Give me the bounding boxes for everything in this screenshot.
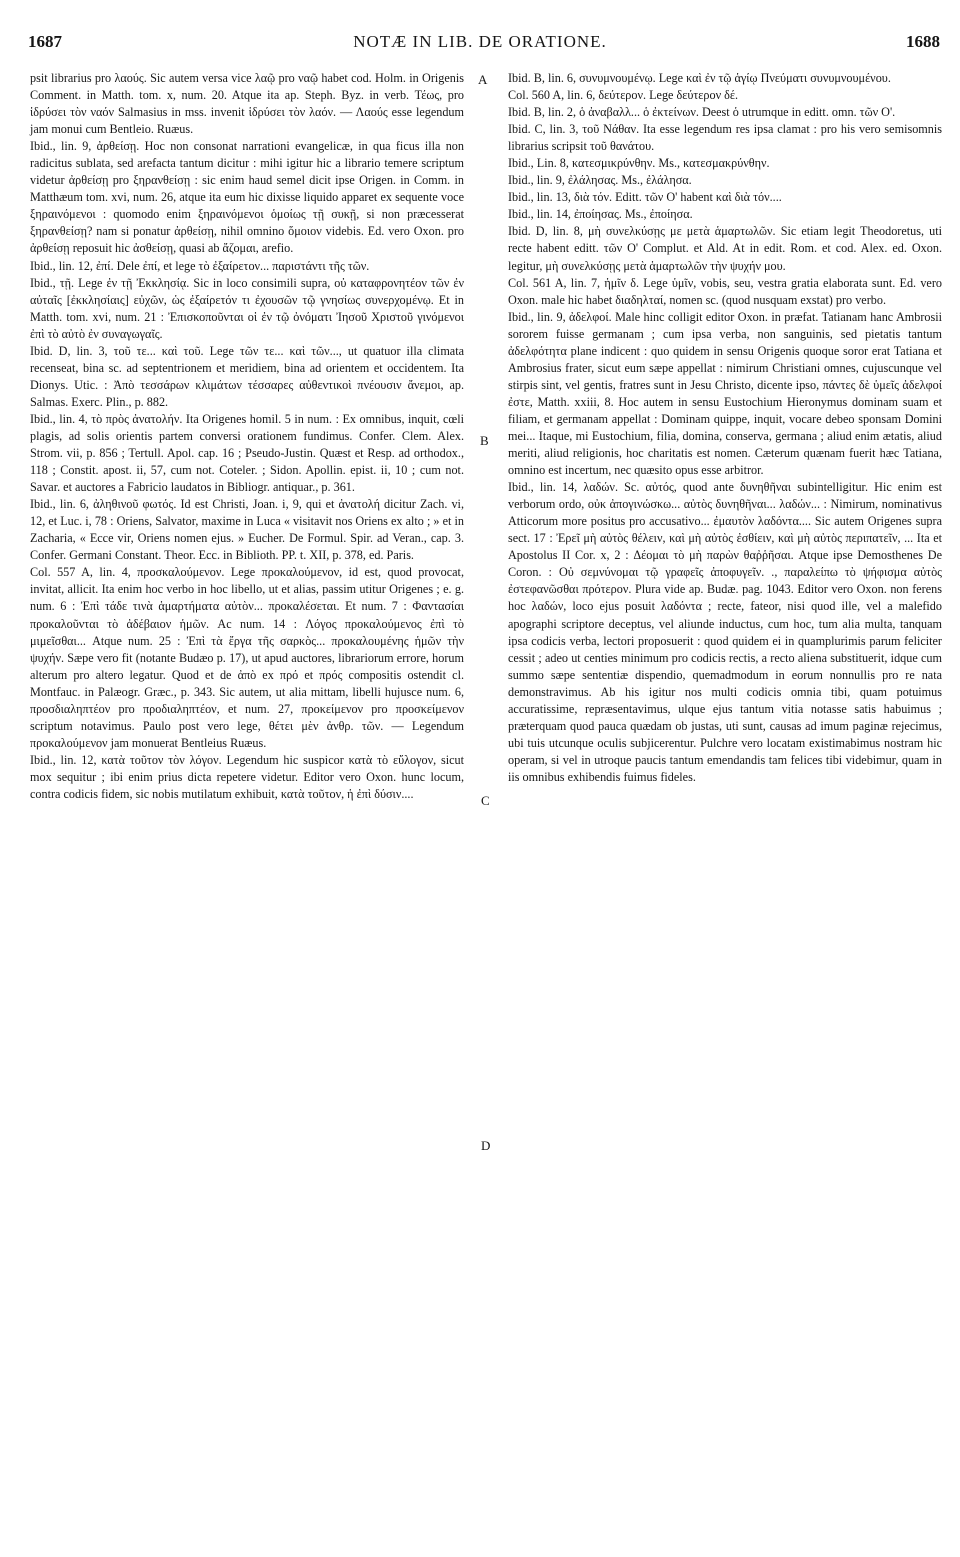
- note-paragraph: Ibid., lin. 12, κατὰ τοῦτον τὸν λόγον. Legendum hic suspicor κατὰ τὸ εὔλογον, sicut mox sequitur ; ibi enim prius dicta repetere videtur. Editor vero Oxon. hunc locum, contra codicis fidem, sic nobis mutilatum exhibuit, κατὰ τοῦτον, ἡ ἐπὶ δύσιν....: [30, 752, 464, 801]
- note-paragraph: Ibid., Lin. 8, κατεσμικρύνθην. Ms., κατεσμακρύνθην.: [508, 156, 770, 171]
- page-header: [0, 22, 960, 62]
- page-number-right: 1688: [906, 32, 940, 51]
- margin-marker-b: B: [480, 433, 489, 448]
- running-title: NOTÆ IN LIB. DE ORATIONE.: [353, 32, 607, 51]
- note-paragraph: Ibid., lin. 14, ἐποίησας. Ms., ἐποίησα.: [508, 207, 693, 222]
- note-paragraph: Ibid. D, lin. 3, τοῦ τε... καὶ τοῦ. Lege τῶν τε... καὶ τῶν..., ut quatuor illa climata recenseat, bina sc. ad septentrionem et meridiem, bina ad orientem et occidentem. Ita Dionys. Utic. : Ἀπὸ τεσσάρων κλιμάτων τέσσαρες αὐθεντικοὶ πνέουσιν ἄνεμοι, ap. Salmas. Exerc. Plin., p. 882.: [30, 343, 464, 409]
- note-paragraph: psit librarius pro λαούς. Sic autem versa vice λαῷ pro ναῷ habet cod. Holm. in Origenis Comment. in Matth. tom. x, num. 20. Atque ita ap. Steph. Byz. in verb. Τέως, pro ἱδρύσει τὸν ναόν Salmasius in mss. invenit ἱδρύσει τὸν λαόν. — Λαούς esse legendum jam monui cum Bentleio. Ruæus.: [30, 71, 464, 137]
- note-paragraph: Col. 560 A, lin. 6, δεύτερον. Lege δεύτερον δέ.: [508, 88, 739, 103]
- note-paragraph: Ibid., lin. 12, ἐπί. Dele ἐπί, et lege τὸ ἐξαίρετον... παριστάντι τῆς τῶν.: [30, 258, 370, 273]
- note-paragraph: Col. 561 A, lin. 7, ἡμῖν δ. Lege ὑμῖν, vobis, seu, vestra gratia elaborata sunt. Ed. vero Oxon. male hic habet διαδηλταί, nomen sc. (quod nusquam exstat) pro verbo.: [508, 275, 942, 307]
- note-paragraph: Ibid., lin. 9, ἀδελφοί. Male hinc colligit editor Oxon. in præfat. Tatianam hanc Ambrosii sororem fuisse germanam ; cum ipsa verba, non sanguinis, sed pietatis tantum ἀδελφότητα plane indicent : quo quidem in sensu Origenis quoque soror erat Tatiana et Ambrosius frater, sicut eum sæpe appellat : nimirum Christiani omnes, cujuscunque vel stirpis sint, vel gentis, fratres sunt in Jesu Christo, dicente ipso, πάντες δὲ ὑμεῖς ἀδελφοί ἐστε, Matth. xxiii, 8. Hoc autem in sensu Eustochium Hieronymus dominam suam et filiam, et germanam appellat : Dominam quippe, inquit, vocare debeo sponsam Domini mei... Itaque, mi Eustochium, filia, domina, conserva, germana ; aliud enim ætatis, aliud meriti, aliud religionis, hoc charitatis est nomen. Cæterum quænam fuerit hæc Tatiana, omnino est incertum, nec quæsito opus esse arbitror.: [508, 309, 942, 478]
- note-paragraph: Ibid., lin. 4, τὸ πρὸς ἀνατολήν. Ita Origenes homil. 5 in num. : Ex omnibus, inquit, cœli plagis, ad solis orientis partem conversi orationem fundimus. Confer. Clem. Alex. Strom. vii, p. 856 ; Tertull. Apol. cap. 16 ; Pseudo-Justin. Quæst et Resp. ad orthodox., 118 ; Constit. apost. ii, 57, cum not. Coteler. ; Sidon. Apollin. epist. ii, 10 ; cum not. Savar. et auctores a Fabricio laudatos in Bibliogr. antiquar., p. 361.: [30, 411, 464, 495]
- note-paragraph: Ibid. D, lin. 8, μὴ συνελκύσῃς με μετὰ ἁμαρτωλῶν. Sic etiam legit Theodoretus, uti recte habent editt. τῶν Ο' Complut. et Ald. At in edit. Rom. et cod. Alex. ed. Oxon. legitur, μὴ συνελκύσῃς μετὰ ἁμαρτωλῶν τὴν ψυχήν μου.: [508, 224, 942, 273]
- note-paragraph: Ibid., lin. 6, ἀληθινοῦ φωτός. Id est Christi, Joan. i, 9, qui et ἀνατολή dicitur Zach. vi, 12, et Luc. i, 78 : Oriens, Salvator, maxime in Luca « visitavit nos Oriens ex alto ; » et in Zacharia, « Ecce vir, Oriens nomen ejus. » Eucher. De Formul. Spir. ad Veran., cap. 3. Confer. Germani Constant. Theor. Ecc. in Biblioth. PP. t. XII, p. 378, ed. Paris.: [30, 497, 464, 563]
- left-column: [30, 70, 464, 803]
- note-paragraph: Col. 557 A, lin. 4, προσκαλούμενον. Lege προκαλούμενον, id est, quod provocat, invitat, allicit. Ita enim hoc verbo in hoc libello, ut et alias, passim utitur Origenes ; e. g. num. 6 : Ἐπὶ τάδε τινὰ ἁμαρτήματα αὐτὸν... προκαλέσεται. Et num. 7 : Φαντασίαι προκαλοῦνται τὸ ἀδέβαιον ἡμῶν. Ac num. 14 : Λόγος προκαλούμενος ἐπὶ τὸ μιμεῖσθαι... Atque num. 25 : Ἐπὶ τὰ ἔργα τῆς σαρκὸς... προκαλουμένης ἡμῶν τὴν ψυχήν. Sæpe vero fit (notante Budæo p. 17), ut apud auctores, librariorum errore, horum alterum pro altero legatur. Quod et de ἀπὸ ex πρό et πρός compositis ostendit cl. Montfauc. in Palæogr. Græc., p. 343. Sic autem, ut alia mittam, libelli hujusce num. 6, προσδιαληπτέον pro προδιαληπτέον, et num. 27, προκείμενον pro προσκείμενον scriptum notavimus. Paulo post vero lege, θέτει μὲν ἀνθρ. τῶν. — Legendum προκαλούμενον jam monuerat Bentleius Ruæus.: [30, 565, 464, 750]
- note-paragraph: Ibid. B, lin. 2, ὁ ἀναβαλλ... ὁ ἐκτείνων. Deest ὁ utrumque in editt. omn. τῶν Ο'.: [508, 105, 896, 120]
- margin-marker-a: A: [478, 72, 488, 87]
- note-paragraph: Ibid., lin. 14, λαδών. Sc. αὐτός, quod ante δυνηθῆναι subintelligitur. Hic enim est verborum ordo, οὐκ ἀπογινώσκω... αὐτὸς δυνηθῆναι... λαδών... : Nimirum, nominativus Atticorum more positus pro accusativo... ἐμαυτὸν λαδόντα.... Sic autem Origenes supra sect. 17 : Ἐρεῖ μὴ αὐτὸς θέλειν, καὶ μὴ αὐτὸς ἐσθίειν, καὶ μὴ αὐτὸς περιπατεῖν, ... Ita et Apostolus II Cor. x, 2 : Δέομαι τὸ μὴ παρὼν θαῤῥῆσαι. Atque ipse Demosthenes De Coron. : Οὐ σεμνύνομαι τῷ γραφεῖς ἀποφυγεῖν. ., παραλείπω τὸ ψήφισμα αὐτὸς ἐστεφανῶσθαι πρότερον. Plura vide ap. Budæ. pag. 1043. Editor vero Oxon. non ferens hoc λαδών, loco ejus posuit λαδόντα ; recte, fateor, nisi quod ille, vel a malefido apographi scriptore deceptus, vel aliunde inductus, cum hoc, tum alia multa, tanquam ipsa codicis verba, lectori proposuerit : quod quidem ei in quamplurimis parum feliciter cessit ; adeo ut centies minimum pro codicis rectis, a recto aliena substituerit, idque cum summo sæpe sententiæ dispendio, quemadmodum in eorum nonnullis pro re nata demonstravimus. Ab his igitur nos multi codicis omnia tibi, quam potuimus accuratissime, repræsentavimus, ulque ejus tantum vitia notasse satis habuimus ; præterquam quod pauca quædam ob justas, uti sunt, causas ad imum paginæ rejecimus, ubi tuis utcunque oculis subjicerentur. Pulchre vero locatam existimabimus nostram hic operam, si vel in utroque paucis tantum emendandis tam felices tibi videbimur, quam in iis omnibus exhibendis fuimus fideles.: [508, 480, 942, 784]
- note-paragraph: Ibid. C, lin. 3, τοῦ Νάθαν. Ita esse legendum res ipsa clamat : pro his vero semisomnis librarius scripsit τοῦ θανάτου.: [508, 122, 942, 154]
- margin-marker-d: D: [481, 1138, 491, 1153]
- right-column: [508, 70, 942, 786]
- note-paragraph: Ibid., lin. 9, ἐλάλησας. Ms., ἐλάλησα.: [508, 173, 692, 188]
- note-paragraph: Ibid. B, lin. 6, συνυμνουμένῳ. Lege καὶ ἐν τῷ ἁγίῳ Πνεύματι συνυμνουμένου.: [508, 71, 891, 85]
- note-paragraph: Ibid., lin. 9, ἀρθείσῃ. Hoc non consonat narrationi evangelicæ, in qua ficus illa non radicitus sublata, sed arefacta tantum dicitur : mihi igitur hic a librario temere scriptum videtur ἀρθείσῃ pro ξηρανθείσῃ : sic enim haud semel dicit ipse Origen. in Comm. in Matthæum tom. xvi, num. 26, atque ita eum hic dixisse liquido apparet ex sequente voce ξηραινόμενοι : quomodo enim ξηραινόμενοι ὁμοίως τῇ συκῇ, si non præcesserat ξηρανθείσῃ? nam si ponatur ἀρθείσῃ, nihil omnino ὅμοιον videbis. Ed. vero Oxon. pro ἀρθείσῃ reposuit hic ἀσθείσῃ, quasi ab ἄζομαι, arefio.: [30, 139, 464, 256]
- note-paragraph: Ibid., τῇ. Lege ἐν τῇ Ἐκκλησίᾳ. Sic in loco consimili supra, οὐ καταφρονητέον τῶν ἐν αὐταῖς [ἐκκλησίαις] εὐχῶν, ὡς ἐξαίρετόν τι ἐχουσῶν τῷ γνησίως συνερχομένῳ. Et in Matth. tom. xvi, num. 21 : Ἐπισκοποῦνται οἱ ἐν τῷ ὀνόματι Ἰησοῦ Χριστοῦ γινόμενοι ἐπὶ τὸ αὐτὸ ἐν συναγωγαῖς.: [30, 275, 464, 341]
- page-number-left: 1687: [28, 32, 62, 51]
- note-paragraph: Ibid., lin. 13, διὰ τόν. Editt. τῶν Ο' habent καὶ διὰ τόν....: [508, 190, 782, 205]
- margin-marker-c: C: [481, 793, 490, 808]
